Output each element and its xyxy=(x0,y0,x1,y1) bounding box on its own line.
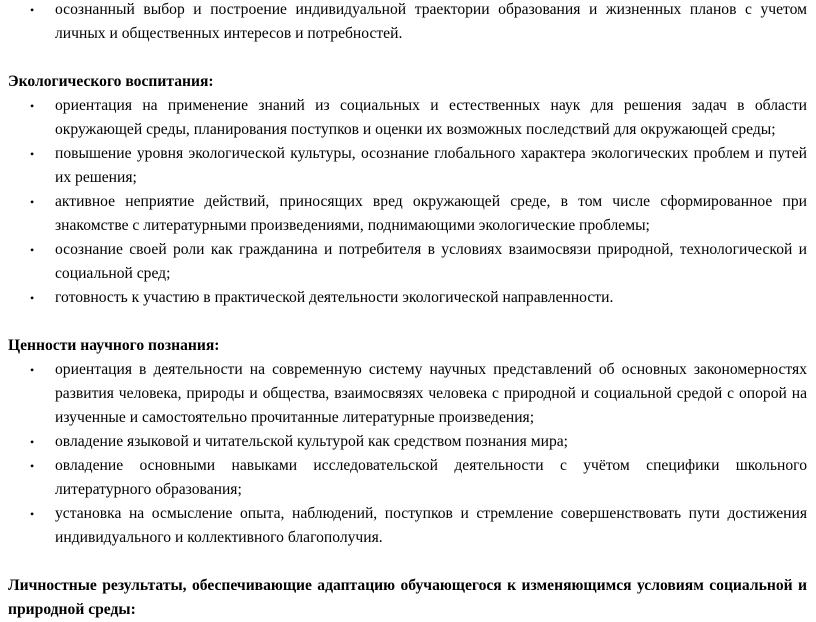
list-item xyxy=(8,94,807,142)
section-heading-ecology: Экологического воспитания: xyxy=(8,73,214,90)
list-item xyxy=(8,358,807,430)
bullet-icon: • xyxy=(30,243,35,257)
bullet-icon: • xyxy=(30,3,35,17)
list-item xyxy=(8,190,807,238)
section2-list xyxy=(8,358,807,550)
bullet-icon: • xyxy=(30,195,35,209)
list-item xyxy=(8,502,807,550)
list-item xyxy=(8,238,807,286)
list-item-text: осознание своей роли как гражданина и потребителя в условиях взаимосвязи природной, технологической и социальной сред; xyxy=(55,241,807,282)
list-item xyxy=(8,0,807,46)
section-heading-science: Ценности научного познания: xyxy=(8,337,220,354)
bullet-icon: • xyxy=(30,147,35,161)
bullet-icon: • xyxy=(30,435,35,449)
list-item xyxy=(8,286,807,310)
list-item-text: ориентация на применение знаний из социальных и естественных наук для решения задач в области окружающей среды, планирования поступков и оценки их возможных последствий для окружающей среды; xyxy=(55,97,807,138)
bullet-icon: • xyxy=(30,99,35,113)
section-heading-adaptation: Личностные результаты, обеспечивающие адаптацию обучающегося к изменяющимся условиям социальной и природной среды: xyxy=(8,577,807,618)
list-item xyxy=(8,142,807,190)
bullet-icon: • xyxy=(30,507,35,521)
list-item xyxy=(8,430,807,454)
list-item-text: установка на осмысление опыта, наблюдений, поступков и стремление совершенствовать пути достижения индивидуального и коллективного благополучия. xyxy=(55,505,807,546)
list-item xyxy=(8,454,807,502)
list-item-text: осознанный выбор и построение индивидуальной траектории образования и жизненных планов с учетом личных и общественных интересов и потребностей. xyxy=(55,1,807,42)
list-item-text: ориентация в деятельности на современную систему научных представлений об основных закономерностях развития человека, природы и общества, взаимосвязях человека с природной и социальной средой с опорой на изученные и самостоятельно прочитанные литературные произведения; xyxy=(55,361,807,426)
list-item-text: повышение уровня экологической культуры, осознание глобального характера экологических проблем и путей их решения; xyxy=(55,145,807,186)
section1-list xyxy=(8,94,807,310)
list-item-text: активное неприятие действий, приносящих вред окружающей среде, в том числе сформированное при знакомстве с литературными произведениями, поднимающими экологические проблемы; xyxy=(55,193,807,234)
bullet-icon: • xyxy=(30,459,35,473)
spacer xyxy=(8,550,807,574)
spacer xyxy=(8,310,807,334)
list-item-text: овладение основными навыками исследовательской деятельности с учётом специфики школьного литературного образования; xyxy=(55,457,807,498)
bullet-icon: • xyxy=(30,291,35,305)
bullet-icon: • xyxy=(30,363,35,377)
section0-list xyxy=(8,0,807,46)
spacer xyxy=(8,46,807,70)
list-item-text: готовность к участию в практической деятельности экологической направленности. xyxy=(55,289,614,306)
list-item-text: овладение языковой и читательской культурой как средством познания мира; xyxy=(55,433,569,450)
